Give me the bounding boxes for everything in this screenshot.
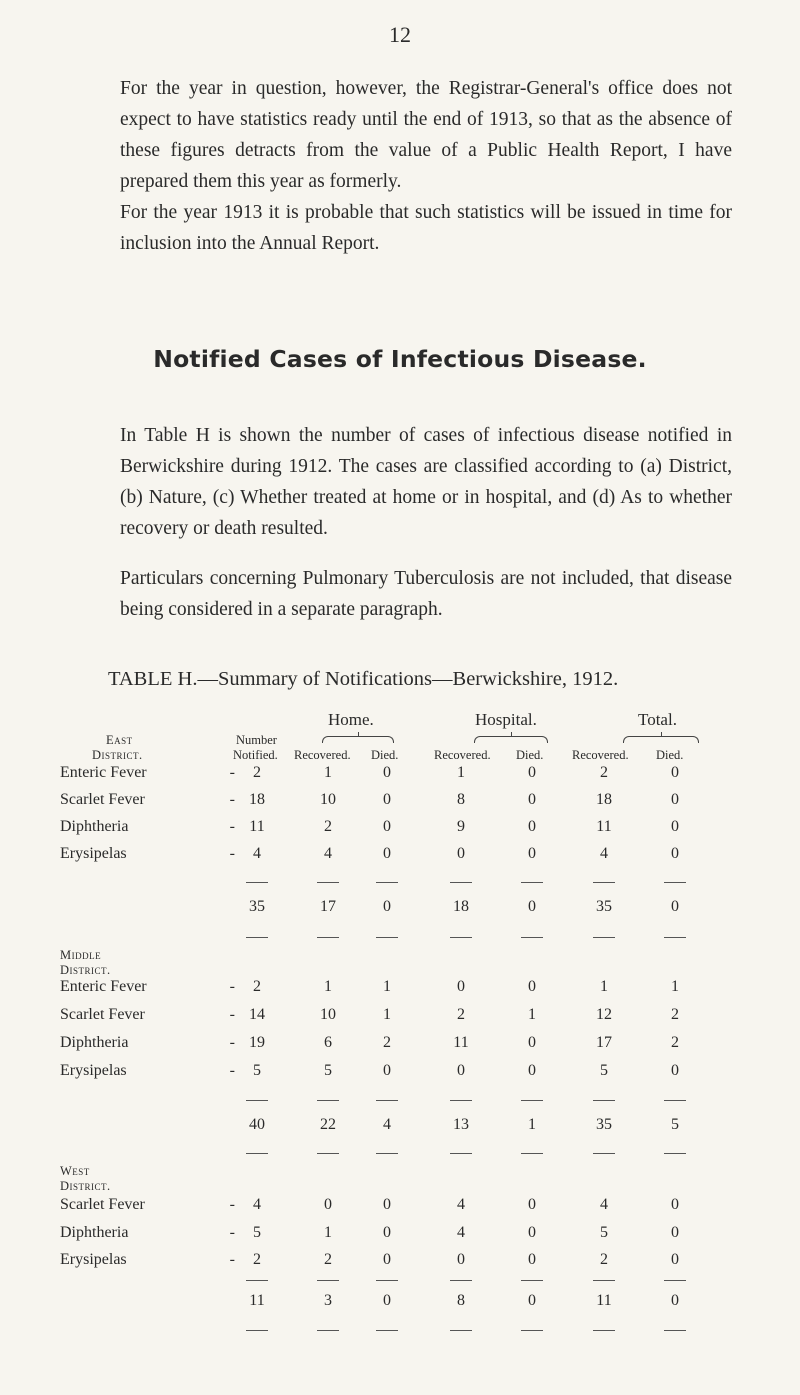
- district-title-bottom: District.: [60, 1179, 111, 1193]
- cell-home-recovered: 2: [324, 1251, 332, 1268]
- district-title-top: West: [60, 1164, 90, 1178]
- cell-hospital-recovered: 8: [457, 791, 465, 808]
- header-total-recovered: Recovered.: [572, 748, 629, 762]
- disease-label: Erysipelas: [60, 1251, 127, 1268]
- total-total-recovered: 35: [596, 1116, 612, 1133]
- table-row: Diphtheria - 5 1 0 4 0 5 0: [0, 1224, 800, 1248]
- total-hospital-died: 1: [528, 1116, 536, 1133]
- home-brace: [322, 736, 394, 743]
- cell-home-died: 0: [383, 791, 391, 808]
- cell-total-died: 0: [671, 1062, 679, 1079]
- district-title-top: Middle: [60, 948, 102, 962]
- section-rule: [0, 1153, 800, 1155]
- cell-total-died: 2: [671, 1006, 679, 1023]
- total-total-died: 0: [671, 898, 679, 915]
- total-hospital-died: 0: [528, 898, 536, 915]
- cell-total-died: 0: [671, 1251, 679, 1268]
- cell-total-recovered: 11: [596, 818, 612, 835]
- cell-total-died: 0: [671, 791, 679, 808]
- cell-total-died: 0: [671, 818, 679, 835]
- cell-home-recovered: 0: [324, 1196, 332, 1213]
- header-hospital-died: Died.: [516, 748, 544, 762]
- subtotal-rule: [0, 882, 800, 884]
- section-rule: [0, 937, 800, 939]
- cell-home-died: 0: [383, 764, 391, 781]
- total-hospital-recovered: 8: [457, 1292, 465, 1309]
- disease-label: Scarlet Fever: [60, 1006, 145, 1023]
- district-title-bottom: District.: [60, 963, 111, 977]
- cell-hospital-died: 0: [528, 818, 536, 835]
- cell-total-died: 2: [671, 1034, 679, 1051]
- cell-notified: 14: [249, 1006, 265, 1023]
- cell-total-died: 0: [671, 1224, 679, 1241]
- total-notified: 35: [249, 898, 265, 915]
- cell-hospital-recovered: 4: [457, 1196, 465, 1213]
- disease-label: Erysipelas: [60, 1062, 127, 1079]
- page-number: 12: [389, 22, 411, 47]
- cell-total-recovered: 4: [600, 1196, 608, 1213]
- table-caption: TABLE H.—Summary of Notifications—Berwickshire, 1912.: [108, 668, 619, 690]
- subtotal-rule: [0, 1100, 800, 1102]
- table-row: Diphtheria - 11 2 0 9 0 11 0: [0, 818, 800, 842]
- header-hospital-recovered: Recovered.: [434, 748, 491, 762]
- west-district-title: [60, 1164, 111, 1194]
- table-row: Erysipelas - 5 5 0 0 0 5 0: [0, 1062, 800, 1086]
- cell-hospital-died: 0: [528, 1034, 536, 1051]
- disease-label: Diphtheria: [60, 818, 129, 835]
- cell-total-recovered: 4: [600, 845, 608, 862]
- cell-hospital-died: 0: [528, 791, 536, 808]
- cell-total-died: 1: [671, 978, 679, 995]
- cell-hospital-recovered: 4: [457, 1224, 465, 1241]
- table-row: Enteric Fever - 2 1 0 1 0 2 0: [0, 764, 800, 788]
- cell-total-recovered: 12: [596, 1006, 612, 1023]
- cell-hospital-died: 0: [528, 1251, 536, 1268]
- cell-notified: 2: [253, 1251, 261, 1268]
- cell-home-died: 0: [383, 845, 391, 862]
- table-row: Scarlet Fever - 18 10 0 8 0 18 0: [0, 791, 800, 815]
- total-total-died: 5: [671, 1116, 679, 1133]
- cell-notified: 5: [253, 1224, 261, 1241]
- cell-notified: 18: [249, 791, 265, 808]
- cell-total-recovered: 5: [600, 1224, 608, 1241]
- cell-home-recovered: 1: [324, 764, 332, 781]
- cell-home-recovered: 4: [324, 845, 332, 862]
- intro-paragraph-1: For the year in question, however, the Registrar-General's office does not expect to have statistics ready until the end of 1913, so that as the absence of these figures detracts from the value of a Public Health Report, I have prepared them this year as formerly.: [120, 78, 732, 192]
- intro-paragraph-2: For the year 1913 it is probable that such statistics will be issued in time for inclusion into the Annual Report.: [120, 202, 732, 254]
- total-row: [0, 1116, 800, 1140]
- total-hospital-recovered: 18: [453, 898, 469, 915]
- cell-notified: 2: [253, 764, 261, 781]
- table-row: Enteric Fever - 2 1 1 0 0 1 1: [0, 978, 800, 1002]
- cell-home-died: 1: [383, 1006, 391, 1023]
- total-home-recovered: 22: [320, 1116, 336, 1133]
- header-number: Number: [236, 733, 277, 747]
- disease-label: Scarlet Fever: [60, 791, 145, 808]
- cell-home-recovered: 2: [324, 818, 332, 835]
- table-description-paragraph: In Table H is shown the number of cases of infectious disease notified in Berwickshire during 1912. The cases are classified according to (a) District, (b) Nature, (c) Whether treated at home or in hospital, and (d) As to whether recovery or death resulted.: [120, 425, 732, 539]
- group-total: Total.: [638, 710, 677, 729]
- cell-hospital-recovered: 1: [457, 764, 465, 781]
- cell-total-recovered: 17: [596, 1034, 612, 1051]
- total-home-recovered: 3: [324, 1292, 332, 1309]
- total-brace: [623, 736, 699, 743]
- cell-notified: 2: [253, 978, 261, 995]
- cell-total-died: 0: [671, 764, 679, 781]
- table-row: Erysipelas - 2 2 0 0 0 2 0: [0, 1251, 800, 1275]
- cell-home-recovered: 5: [324, 1062, 332, 1079]
- cell-hospital-recovered: 2: [457, 1006, 465, 1023]
- cell-hospital-died: 0: [528, 845, 536, 862]
- total-notified: 40: [249, 1116, 265, 1133]
- total-hospital-recovered: 13: [453, 1116, 469, 1133]
- disease-label: Scarlet Fever: [60, 1196, 145, 1213]
- header-home-recovered: Recovered.: [294, 748, 351, 762]
- disease-label: Erysipelas: [60, 845, 127, 862]
- cell-home-died: 1: [383, 978, 391, 995]
- cell-home-died: 0: [383, 818, 391, 835]
- cell-home-died: 0: [383, 1196, 391, 1213]
- section-rule: [0, 1330, 800, 1332]
- tuberculosis-note-paragraph: Particulars concerning Pulmonary Tuberculosis are not included, that disease being considered in a separate paragraph.: [120, 568, 732, 620]
- cell-hospital-died: 0: [528, 1062, 536, 1079]
- total-total-recovered: 35: [596, 898, 612, 915]
- total-notified: 11: [249, 1292, 265, 1309]
- cell-notified: 19: [249, 1034, 265, 1051]
- group-hospital: Hospital.: [475, 710, 537, 729]
- disease-label: Diphtheria: [60, 1034, 129, 1051]
- cell-hospital-died: 0: [528, 764, 536, 781]
- total-row: [0, 898, 800, 922]
- cell-home-recovered: 10: [320, 791, 336, 808]
- cell-hospital-recovered: 0: [457, 1062, 465, 1079]
- cell-total-recovered: 1: [600, 978, 608, 995]
- hospital-brace: [474, 736, 548, 743]
- cell-total-recovered: 2: [600, 1251, 608, 1268]
- table-row: Scarlet Fever - 4 0 0 4 0 4 0: [0, 1196, 800, 1220]
- cell-hospital-recovered: 0: [457, 978, 465, 995]
- table-row: Erysipelas - 4 4 0 0 0 4 0: [0, 845, 800, 869]
- disease-label: Enteric Fever: [60, 764, 147, 781]
- cell-home-died: 0: [383, 1062, 391, 1079]
- cell-total-recovered: 2: [600, 764, 608, 781]
- cell-notified: 4: [253, 1196, 261, 1213]
- cell-hospital-recovered: 0: [457, 845, 465, 862]
- group-home: Home.: [328, 710, 374, 729]
- cell-total-died: 0: [671, 1196, 679, 1213]
- subtotal-rule: [0, 1280, 800, 1282]
- cell-total-recovered: 18: [596, 791, 612, 808]
- middle-district-title: [60, 948, 111, 978]
- cell-home-recovered: 1: [324, 978, 332, 995]
- total-row: [0, 1292, 800, 1316]
- header-district-top: East: [106, 733, 133, 747]
- cell-notified: 11: [249, 818, 265, 835]
- cell-hospital-died: 1: [528, 1006, 536, 1023]
- header-home-died: Died.: [371, 748, 399, 762]
- disease-label: Enteric Fever: [60, 978, 147, 995]
- total-home-recovered: 17: [320, 898, 336, 915]
- total-total-died: 0: [671, 1292, 679, 1309]
- cell-home-died: 0: [383, 1224, 391, 1241]
- cell-total-recovered: 5: [600, 1062, 608, 1079]
- cell-hospital-died: 0: [528, 1196, 536, 1213]
- disease-label: Diphtheria: [60, 1224, 129, 1241]
- cell-notified: 4: [253, 845, 261, 862]
- cell-home-died: 0: [383, 1251, 391, 1268]
- cell-home-died: 2: [383, 1034, 391, 1051]
- cell-hospital-died: 0: [528, 978, 536, 995]
- cell-home-recovered: 6: [324, 1034, 332, 1051]
- cell-home-recovered: 1: [324, 1224, 332, 1241]
- header-notified: Notified.: [233, 748, 278, 762]
- cell-hospital-died: 0: [528, 1224, 536, 1241]
- cell-hospital-recovered: 11: [453, 1034, 469, 1051]
- table-row: Scarlet Fever - 14 10 1 2 1 12 2: [0, 1006, 800, 1030]
- total-home-died: 0: [383, 898, 391, 915]
- table-row: Diphtheria - 19 6 2 11 0 17 2: [0, 1034, 800, 1058]
- header-district-bottom: District.: [92, 748, 143, 762]
- section-heading: Notified Cases of Infectious Disease.: [153, 345, 647, 373]
- header-total-died: Died.: [656, 748, 684, 762]
- cell-total-died: 0: [671, 845, 679, 862]
- cell-hospital-recovered: 9: [457, 818, 465, 835]
- cell-hospital-recovered: 0: [457, 1251, 465, 1268]
- total-home-died: 4: [383, 1116, 391, 1133]
- cell-home-recovered: 10: [320, 1006, 336, 1023]
- cell-notified: 5: [253, 1062, 261, 1079]
- total-hospital-died: 0: [528, 1292, 536, 1309]
- total-total-recovered: 11: [596, 1292, 612, 1309]
- total-home-died: 0: [383, 1292, 391, 1309]
